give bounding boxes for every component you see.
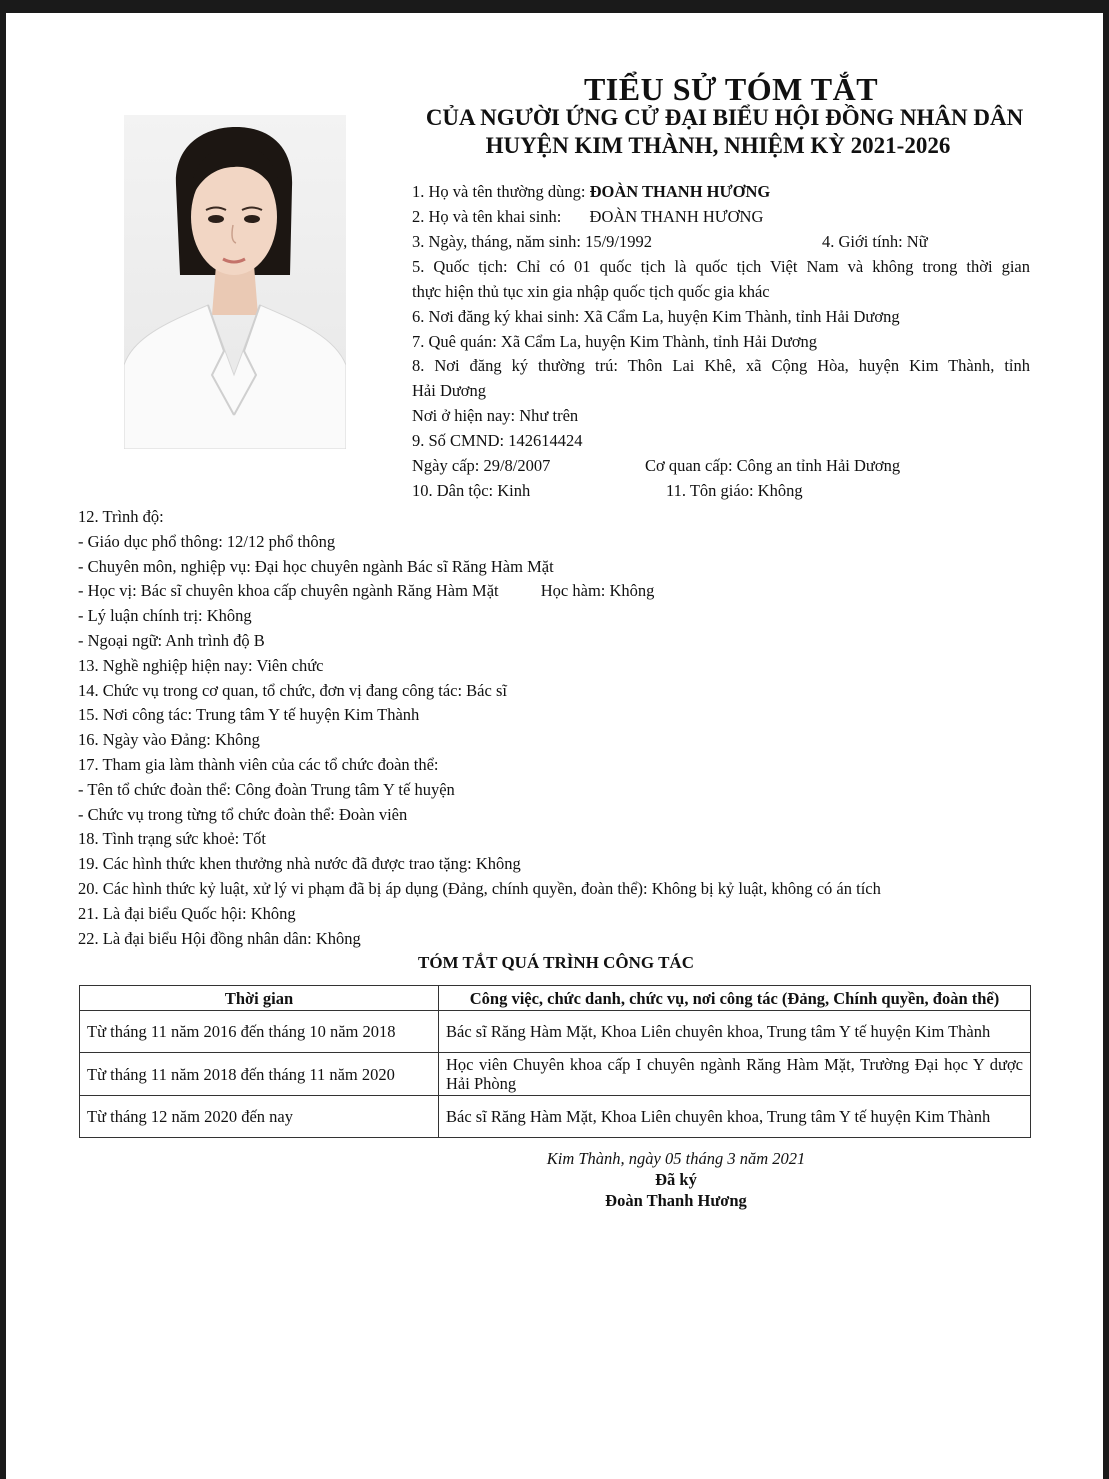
table-header-row (80, 986, 1031, 1011)
item2-birth-name: ĐOÀN THANH HƯƠNG (589, 207, 764, 226)
signature-place-date: Kim Thành, ngày 05 tháng 3 năm 2021 (546, 1149, 806, 1168)
item3-birth-date: 3. Ngày, tháng, năm sinh: 15/9/1992 (412, 232, 652, 251)
row-work: Bác sĩ Răng Hàm Mặt, Khoa Liên chuyên khoa, Trung tâm Y tế huyện Kim Thành (439, 1011, 1031, 1053)
item9-id-number: 9. Số CMND: 142614424 (412, 431, 583, 450)
current-residence: Nơi ở hiện nay: Như trên (412, 406, 579, 425)
degree: - Học vị: Bác sĩ chuyên khoa cấp chuyên ngành Răng Hàm Mặt (78, 581, 499, 601)
portrait-photo (124, 115, 346, 449)
item20-discipline: 20. Các hình thức kỷ luật, xử lý vi phạm đã bị áp dụng (Đảng, chính quyền, đoàn thể): Không bị kỷ luật, không có án tích (78, 878, 881, 898)
table-row (80, 1011, 1031, 1053)
portrait-illustration (124, 115, 346, 449)
signature-status: Đã ký (655, 1170, 697, 1189)
id-issue-date: Ngày cấp: 29/8/2007 (412, 456, 551, 475)
table-row (80, 1053, 1031, 1096)
document-subtitle: CỦA NGƯỜI ỨNG CỬ ĐẠI BIỂU HỘI ĐỒNG NHÂN DÂN (425, 105, 1024, 130)
row-work: Học viên Chuyên khoa cấp I chuyên ngành Răng Hàm Mặt, Trường Đại học Y dược Hải Phòng (439, 1053, 1031, 1096)
item16-party-date: 16. Ngày vào Đảng: Không (78, 730, 260, 750)
item22-peoples-council: 22. Là đại biểu Hội đồng nhân dân: Không (78, 928, 361, 948)
row-time: Từ tháng 12 năm 2020 đến nay (80, 1096, 439, 1138)
general-education: - Giáo dục phổ thông: 12/12 phổ thông (78, 531, 336, 551)
item10-ethnicity: 10. Dân tộc: Kinh (412, 481, 531, 500)
document-page (6, 13, 1103, 1479)
table-row (80, 1096, 1031, 1138)
signature-name: Đoàn Thanh Hương (605, 1191, 747, 1210)
item13-occupation: 13. Nghề nghiệp hiện nay: Viên chức (78, 655, 324, 675)
item1-full-name: ĐOÀN THANH HƯƠNG (589, 182, 771, 201)
id-issuer: Cơ quan cấp: Công an tỉnh Hải Dương (645, 456, 901, 475)
item19-awards: 19. Các hình thức khen thưởng nhà nước đã được trao tặng: Không (78, 854, 521, 874)
item8-permanent-residence: 8. Nơi đăng ký thường trú: Thôn Lai Khê, xã Cộng Hòa, huyện Kim Thành, tỉnh (412, 356, 1030, 375)
row-time: Từ tháng 11 năm 2018 đến tháng 11 năm 2020 (80, 1053, 439, 1096)
header-work: Công việc, chức danh, chức vụ, nơi công tác (Đảng, Chính quyền, đoàn thể) (439, 986, 1031, 1011)
document-subtitle-term: HUYỆN KIM THÀNH, NHIỆM KỲ 2021-2026 (485, 133, 951, 158)
item12-qualification: 12. Trình độ: (78, 507, 164, 526)
row-time: Từ tháng 11 năm 2016 đến tháng 10 năm 2018 (80, 1011, 439, 1053)
political-theory: - Lý luận chính trị: Không (78, 606, 252, 626)
item17-organizations: 17. Tham gia làm thành viên của các tổ chức đoàn thể: (78, 754, 439, 774)
item8-permanent-residence-cont: Hải Dương (412, 381, 487, 400)
foreign-language: - Ngoại ngữ: Anh trình độ B (78, 630, 265, 650)
item6-birth-registration: 6. Nơi đăng ký khai sinh: Xã Cẩm La, huyện Kim Thành, tỉnh Hải Dương (412, 307, 900, 326)
item15-workplace: 15. Nơi công tác: Trung tâm Y tế huyện Kim Thành (78, 705, 420, 725)
item21-national-assembly: 21. Là đại biểu Quốc hội: Không (78, 903, 296, 923)
work-history-table (79, 985, 1031, 1138)
organization-name: - Tên tổ chức đoàn thể: Công đoàn Trung tâm Y tế huyện (78, 779, 455, 799)
academic-title: Học hàm: Không (540, 581, 655, 601)
work-history-title: TÓM TẮT QUÁ TRÌNH CÔNG TÁC (418, 953, 694, 972)
item14-position: 14. Chức vụ trong cơ quan, tổ chức, đơn vị đang công tác: Bác sĩ (78, 680, 507, 700)
header-time: Thời gian (80, 986, 439, 1011)
item4-gender: 4. Giới tính: Nữ (822, 232, 928, 251)
document-title: TIỂU SỬ TÓM TẮT (583, 71, 879, 107)
specialty: - Chuyên môn, nghiệp vụ: Đại học chuyên ngành Bác sĩ Răng Hàm Mặt (78, 556, 554, 576)
item11-religion: 11. Tôn giáo: Không (666, 481, 803, 500)
item1-label: 1. Họ và tên thường dùng: (412, 182, 586, 201)
details-list (78, 505, 881, 951)
organization-position: - Chức vụ trong từng tổ chức đoàn thể: Đoàn viên (78, 804, 408, 824)
item2-label: 2. Họ và tên khai sinh: (412, 207, 562, 226)
item5-nationality-cont: thực hiện thủ tục xin gia nhập quốc tịch quốc gia khác (412, 282, 770, 301)
item7-hometown: 7. Quê quán: Xã Cẩm La, huyện Kim Thành, tỉnh Hải Dương (412, 332, 818, 351)
row-work: Bác sĩ Răng Hàm Mặt, Khoa Liên chuyên khoa, Trung tâm Y tế huyện Kim Thành (439, 1096, 1031, 1138)
item5-nationality: 5. Quốc tịch: Chỉ có 01 quốc tịch là quốc tịch Việt Nam và không trong thời gian (412, 257, 1030, 276)
item18-health: 18. Tình trạng sức khoẻ: Tốt (78, 829, 266, 849)
